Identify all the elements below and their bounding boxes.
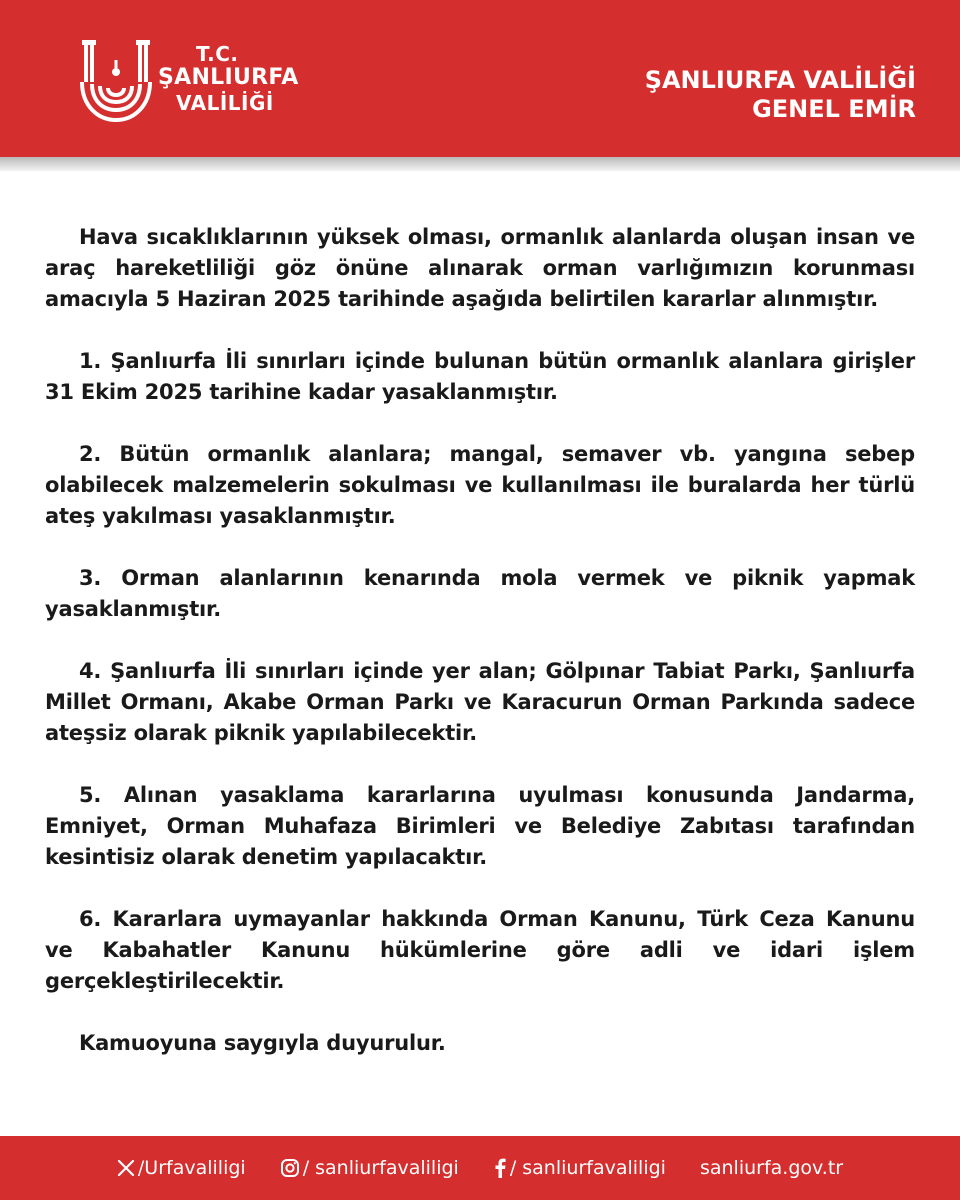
order-item-1: 1. Şanlıurfa İli sınırları içinde bulunan bütün ormanlık alanlara girişler 31 Ekim 2025 tarihine kadar yasaklanmıştır. (45, 349, 915, 404)
order-item-3: 3. Orman alanlarının kenarında mola vermek ve piknik yapmak yasaklanmıştır. (45, 566, 915, 621)
order-item-2: 2. Bütün ormanlık alanlara; mangal, semaver vb. yangına sebep olabilecek malzemelerin sokulması ve kullanılması ile buralarda her türlü ateş yakılması yasaklanmıştır. (45, 442, 915, 528)
footer-website-link[interactable] (700, 1157, 843, 1179)
header-shadow-strip (0, 157, 960, 171)
footer-instagram-link[interactable] (280, 1157, 459, 1179)
footer-banner (0, 1136, 960, 1200)
logo-tc: T.C. (196, 42, 239, 66)
instagram-handle: / sanliurfavaliligi (302, 1157, 459, 1179)
footer-social-links (0, 1136, 960, 1200)
x-handle: /Urfavaliligi (137, 1157, 246, 1179)
closing-line: Kamuoyuna saygıyla duyurulur. (79, 1031, 446, 1055)
facebook-handle: / sanliurfavaliligi (509, 1157, 666, 1179)
website-url: sanliurfa.gov.tr (699, 1157, 844, 1179)
logo-governorship: VALİLİĞİ (176, 91, 274, 115)
logo-city: ŞANLIURFA (158, 65, 299, 90)
document-body (45, 222, 915, 1090)
order-item-4: 4. Şanlıurfa İli sınırları içinde yer alan; Gölpınar Tabiat Parkı, Şanlıurfa Millet Ormanı, Akabe Orman Parkı ve Karacurun Orman Parkında sadece ateşsiz olarak piknik yapılabilecektir. (45, 659, 915, 745)
order-item-5: 5. Alınan yasaklama kararlarına uyulması konusunda Jandarma, Emniyet, Orman Muhafaza Birimleri ve Belediye Zabıtası tarafından kesintisiz olarak denetim yapılacaktır. (45, 783, 915, 869)
intro-paragraph: Hava sıcaklıklarının yüksek olması, ormanlık alanlarda oluşan insan ve araç hareketliliği göz önüne alınarak orman varlığımızın korunması amacıyla 5 Haziran 2025 tarihinde aşağıda belirtilen kararlar alınmıştır. (45, 225, 915, 311)
footer-facebook-link[interactable] (493, 1157, 666, 1179)
governorship-logo-text (158, 44, 299, 113)
x-logo-icon (117, 1159, 135, 1177)
order-item-6: 6. Kararlara uymayanlar hakkında Orman Kanunu, Türk Ceza Kanunu ve Kabahatler Kanunu hükümlerine göre adli ve idari işlem gerçekleştirilecektir. (45, 907, 915, 993)
facebook-icon (493, 1158, 507, 1178)
header-title (645, 66, 916, 124)
header-title-line1: ŞANLIURFA VALİLİĞİ (644, 66, 916, 94)
header-title-line2: GENEL EMİR (752, 95, 916, 123)
instagram-icon (280, 1158, 300, 1178)
footer-x-link[interactable] (117, 1157, 246, 1179)
header-banner (0, 0, 960, 157)
governorship-emblem-icon (78, 38, 154, 122)
